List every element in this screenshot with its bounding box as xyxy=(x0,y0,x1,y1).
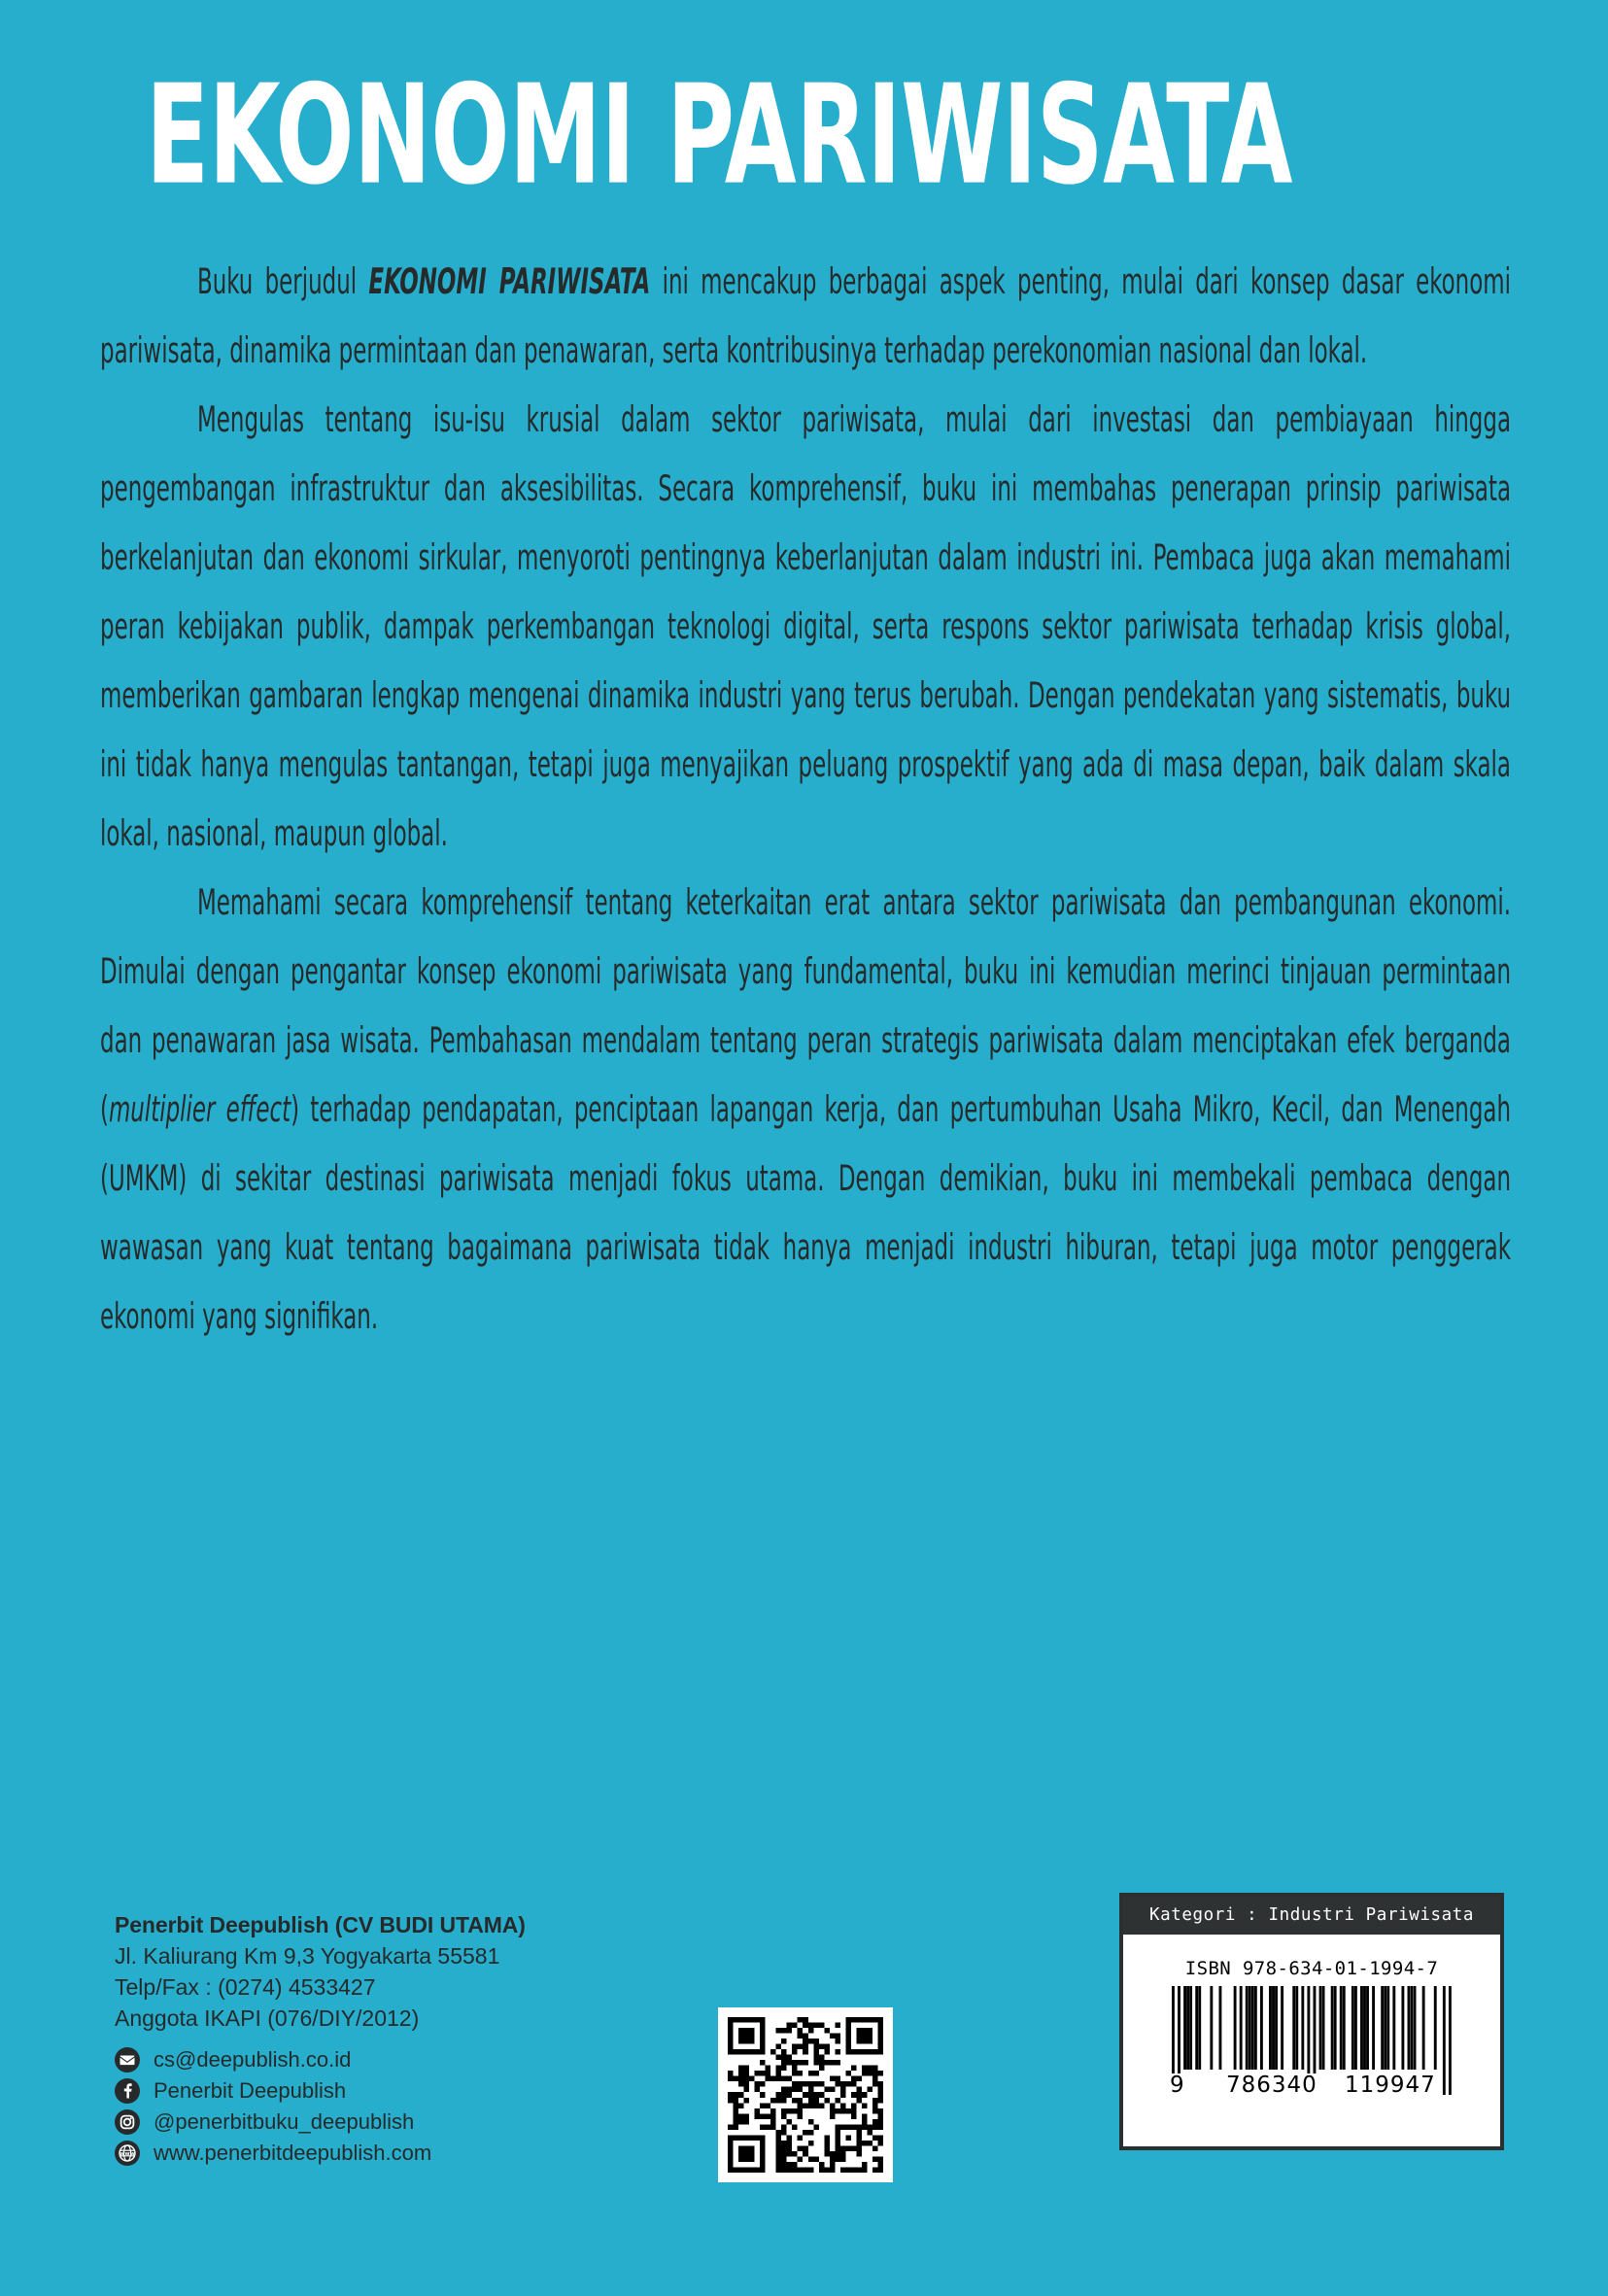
facebook-icon xyxy=(115,2078,140,2104)
isbn-body xyxy=(1123,1935,1500,2146)
contact-instagram-text: @penerbitbuku_deepublish xyxy=(154,2109,415,2134)
contact-row-website[interactable] xyxy=(115,2138,717,2169)
blurb-paragraph-1 xyxy=(100,248,1511,386)
qr-code[interactable] xyxy=(718,2007,893,2182)
contact-row-instagram[interactable] xyxy=(115,2107,717,2138)
contact-row-facebook[interactable] xyxy=(115,2075,717,2107)
isbn-barcode-box xyxy=(1119,1893,1504,2150)
publisher-block xyxy=(115,1909,717,2169)
contact-email-text: cs@deepublish.co.id xyxy=(154,2047,352,2072)
svg-text:www: www xyxy=(120,2150,135,2157)
barcode-digit-group-1: 786340 xyxy=(1226,2073,1317,2098)
blurb-p1-pre: Buku berjudul xyxy=(197,261,369,303)
blurb-p1-post: ini mencakup berbagai aspek penting, mulai dari konsep dasar ekonomi pariwisata, dinamika permintaan dan penawaran, serta kontribusinya terhadap perekonomian nasional dan lokal. xyxy=(100,261,1511,372)
publisher-address: Jl. Kaliurang Km 9,3 Yogyakarta 55581 xyxy=(115,1943,500,1969)
envelope-icon xyxy=(115,2047,140,2073)
publisher-contact-list xyxy=(115,2044,717,2169)
publisher-name: Penerbit Deepublish (CV BUDI UTAMA) xyxy=(115,1912,526,1937)
publisher-phone: Telp/Fax : (0274) 4533427 xyxy=(115,1974,376,2000)
isbn-number: ISBN 978-634-01-1994-7 xyxy=(1184,1958,1439,1979)
contact-website-text: www.penerbitdeepublish.com xyxy=(154,2141,432,2165)
barcode xyxy=(1166,1986,1457,2098)
blurb-p3-italic-term: multiplier effect xyxy=(108,1089,291,1131)
qr-code-canvas xyxy=(728,2017,883,2173)
page-title: EKONOMI PARIWISATA xyxy=(146,53,1292,216)
publisher-membership: Anggota IKAPI (076/DIY/2012) xyxy=(115,2005,420,2031)
contact-row-email[interactable] xyxy=(115,2044,717,2075)
barcode-digit-group-2: 119947 xyxy=(1345,2073,1436,2098)
barcode-digit-left: 9 xyxy=(1170,2073,1184,2098)
blurb-p1-booktitle: EKONOMI PARIWISATA xyxy=(368,261,651,303)
blurb-text xyxy=(100,248,1511,1352)
barcode-canvas xyxy=(1166,1986,1457,2098)
blurb-paragraph-3 xyxy=(100,869,1511,1352)
blurb-p3-pre: Memahami secara komprehensif tentang keterkaitan erat antara sektor pariwisata dan pembangunan ekonomi. Dimulai dengan pengantar konsep ekonomi pariwisata yang fundamental, buku ini kemudian merinci tinjauan permintaan dan penawaran jasa wisata. Pembahasan mendalam tentang peran strategis pariwisata dalam menciptakan efek berganda ( xyxy=(100,882,1511,1131)
isbn-category-label: Kategori : Industri Pariwisata xyxy=(1123,1897,1500,1935)
instagram-icon xyxy=(115,2109,140,2135)
blurb-p3-post: ) terhadap pendapatan, penciptaan lapangan kerja, dan pertumbuhan Usaha Mikro, Kecil, dan Menengah (UMKM) di sekitar destinasi pariwisata menjadi fokus utama. Dengan demikian, buku ini membekali pembaca dengan wawasan yang kuat tentang bagaimana pariwisata tidak hanya menjadi industri hiburan, tetapi juga motor penggerak ekonomi yang signifikan. xyxy=(100,1089,1511,1338)
blurb-paragraph-2: Mengulas tentang isu-isu krusial dalam sektor pariwisata, mulai dari investasi dan pembiayaan hingga pengembangan infrastruktur dan aksesibilitas. Secara komprehensif, buku ini membahas penerapan prinsip pariwisata berkelanjutan dan ekonomi sirkular, menyoroti pentingnya keberlanjutan dalam industri ini. Pembaca juga akan memahami peran kebijakan publik, dampak perkembangan teknologi digital, serta respons sektor pariwisata terhadap krisis global, memberikan gambaran lengkap mengenai dinamika industri yang terus berubah. Dengan pendekatan yang sistematis, buku ini tidak hanya mengulas tantangan, tetapi juga menyajikan peluang prospektif yang ada di masa depan, baik dalam skala lokal, nasional, maupun global. xyxy=(100,399,1511,855)
globe-www-icon xyxy=(115,2141,140,2166)
contact-facebook-text: Penerbit Deepublish xyxy=(154,2078,347,2103)
